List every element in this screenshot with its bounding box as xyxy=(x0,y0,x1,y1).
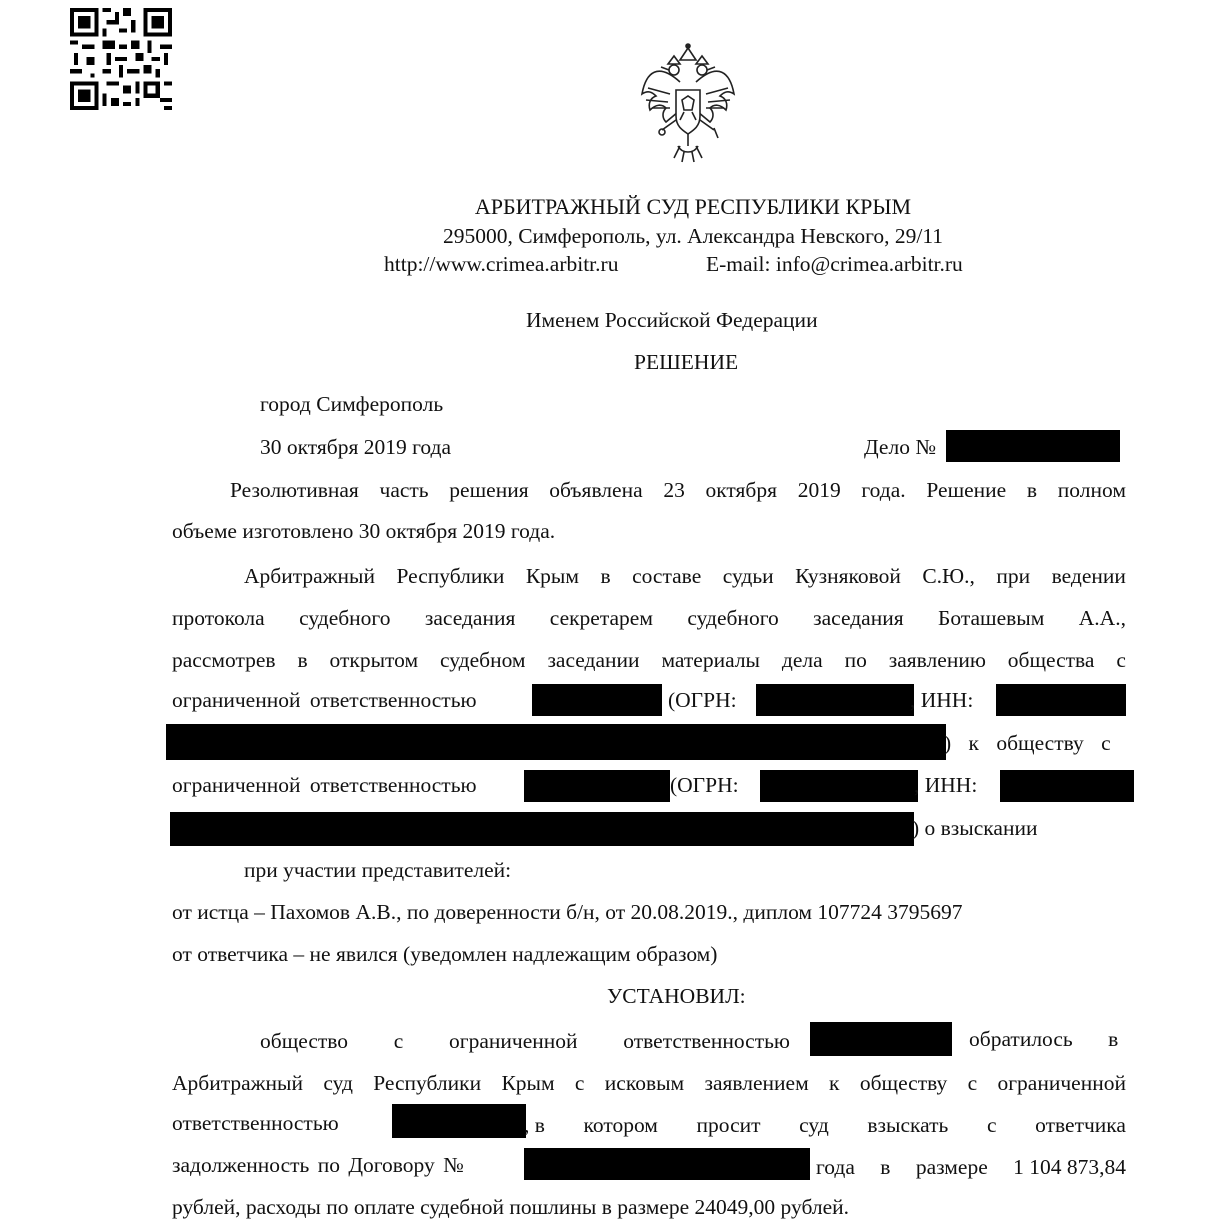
word: с xyxy=(1116,648,1126,672)
redacted-plaintiff-address xyxy=(166,724,946,760)
defendant-ogrn-label: (ОГРН: xyxy=(670,773,739,797)
court-name: АРБИТРАЖНЫЙ СУД РЕСПУБЛИКИ КРЫМ xyxy=(474,194,912,219)
word: ответственностью xyxy=(623,1029,790,1053)
case-number-label: Дело № xyxy=(864,435,936,459)
word: Крым xyxy=(525,564,579,588)
city-line: город Симферополь xyxy=(260,392,444,416)
word: ограниченной xyxy=(997,1071,1126,1095)
redacted-defendant-inn xyxy=(1000,770,1134,802)
word: заседания xyxy=(424,606,516,630)
word: составе xyxy=(632,564,702,588)
word: Арбитражный xyxy=(172,1071,303,1095)
word: судьи xyxy=(722,564,774,588)
word: , в xyxy=(524,1113,545,1137)
plaintiff-llc-label: ограниченной ответственностью xyxy=(172,688,477,712)
word: заявлением xyxy=(704,1071,809,1095)
word: года xyxy=(816,1155,855,1179)
word: в xyxy=(880,1155,891,1179)
to-company-text: ) к обществу с xyxy=(944,731,1111,755)
intro-line-2: объеме изготовлено 30 октября 2019 года. xyxy=(172,519,556,543)
word: по xyxy=(844,648,867,672)
s3-rest xyxy=(524,1113,1126,1138)
word: с xyxy=(986,1113,997,1137)
word: Арбитражный xyxy=(244,564,375,588)
word: секретарем xyxy=(549,606,653,630)
word: протокола xyxy=(172,606,265,630)
word: А.А., xyxy=(1078,606,1126,630)
word: судебном xyxy=(440,648,526,672)
s4-start: задолженность по Договору № xyxy=(172,1153,464,1177)
redacted-plaintiff-name xyxy=(532,684,662,716)
redacted-plaintiff-name-2 xyxy=(810,1022,952,1056)
word: судебного xyxy=(299,606,391,630)
p1-line-3 xyxy=(172,648,1126,673)
word: с xyxy=(967,1071,978,1095)
word: рассмотрев xyxy=(172,648,276,672)
word: заседания xyxy=(813,606,904,630)
participation-line: при участии представителей: xyxy=(244,858,512,882)
word: октября xyxy=(705,478,778,502)
redacted-defendant-name-2 xyxy=(392,1104,526,1138)
word: дела xyxy=(781,648,823,672)
decision-title: РЕШЕНИЕ xyxy=(634,350,739,374)
p1-line-2 xyxy=(172,606,1126,631)
word: к xyxy=(829,1071,840,1095)
court-website-link[interactable]: http://www.crimea.arbitr.ru xyxy=(384,252,619,276)
word: открытом xyxy=(329,648,419,672)
word: Боташевым xyxy=(938,606,1045,630)
word: котором xyxy=(583,1113,658,1137)
word: суд xyxy=(323,1071,353,1095)
intro-line-1 xyxy=(230,478,1126,503)
word: 2019 xyxy=(797,478,841,502)
word: Республики xyxy=(373,1071,482,1095)
redacted-contract-number xyxy=(524,1148,810,1180)
word: полном xyxy=(1057,478,1126,502)
word: судебного xyxy=(687,606,779,630)
defendant-inn-label: , ИНН: xyxy=(914,773,978,797)
word: ведении xyxy=(1051,564,1126,588)
word: исковым xyxy=(604,1071,685,1095)
word: заседании xyxy=(547,648,640,672)
word: размере xyxy=(915,1155,988,1179)
s5-line: рублей, расходы по оплате судебной пошлины в размере 24049,00 рублей. xyxy=(172,1195,850,1219)
established-heading: УСТАНОВИЛ: xyxy=(607,984,746,1008)
decision-date: 30 октября 2019 года xyxy=(260,435,452,459)
redacted-case-number xyxy=(946,430,1120,462)
word: Крым xyxy=(501,1071,555,1095)
word: в xyxy=(297,648,308,672)
word: Резолютивная xyxy=(230,478,359,502)
word: решения xyxy=(449,478,529,502)
word: при xyxy=(996,564,1031,588)
recovery-text: ) о взыскании xyxy=(912,816,1038,840)
word: общество xyxy=(260,1029,349,1053)
word: в xyxy=(600,564,611,588)
word: суд xyxy=(799,1113,829,1137)
s3-start: ответственностью xyxy=(172,1111,339,1135)
court-address: 295000, Симферополь, ул. Александра Невского, 29/11 xyxy=(442,224,944,248)
defendant-llc-label: ограниченной ответственностью xyxy=(172,773,477,797)
s4-rest xyxy=(816,1155,1126,1180)
plaintiff-inn-label: , ИНН: xyxy=(910,688,974,712)
p1-line-1 xyxy=(244,564,1126,589)
s1-right: обратилось в xyxy=(969,1027,1119,1051)
court-email-link[interactable]: E-mail: info@crimea.arbitr.ru xyxy=(706,252,963,276)
word: С.Ю., xyxy=(922,564,975,588)
in-name-heading: Именем Российской Федерации xyxy=(526,308,818,332)
word: общества xyxy=(1007,648,1095,672)
word: ответчика xyxy=(1035,1113,1126,1137)
word: Кузняковой xyxy=(795,564,901,588)
redacted-defendant-ogrn xyxy=(760,770,918,802)
word: с xyxy=(574,1071,585,1095)
word: ограниченной xyxy=(449,1029,578,1053)
plaintiff-representative: от истца – Пахомов А.В., по доверенности б/н, от 20.08.2019., диплом 107724 3795697 xyxy=(172,900,963,924)
word: года. xyxy=(861,478,906,502)
word: в xyxy=(1026,478,1038,502)
word: взыскать xyxy=(867,1113,949,1137)
word: часть xyxy=(379,478,429,502)
defendant-representative: от ответчика – не явился (уведомлен надлежащим образом) xyxy=(172,942,718,966)
s1-left xyxy=(260,1029,790,1054)
plaintiff-ogrn-label: (ОГРН: xyxy=(668,688,737,712)
word: обществу xyxy=(859,1071,948,1095)
word: материалы xyxy=(661,648,760,672)
word: заявлению xyxy=(888,648,986,672)
redacted-plaintiff-inn xyxy=(996,684,1126,716)
word: 23 xyxy=(663,478,685,502)
word: Республики xyxy=(396,564,505,588)
word: 1 104 873,84 xyxy=(1013,1155,1126,1179)
redacted-defendant-address xyxy=(170,812,914,846)
qr-code xyxy=(70,8,172,110)
word: просит xyxy=(696,1113,761,1137)
redacted-plaintiff-ogrn xyxy=(756,684,914,716)
word: объявлена xyxy=(549,478,643,502)
redacted-defendant-name xyxy=(524,770,670,802)
word: Решение xyxy=(926,478,1007,502)
coat-of-arms-emblem xyxy=(638,42,738,166)
s2-line xyxy=(172,1071,1126,1096)
word: с xyxy=(393,1029,404,1053)
